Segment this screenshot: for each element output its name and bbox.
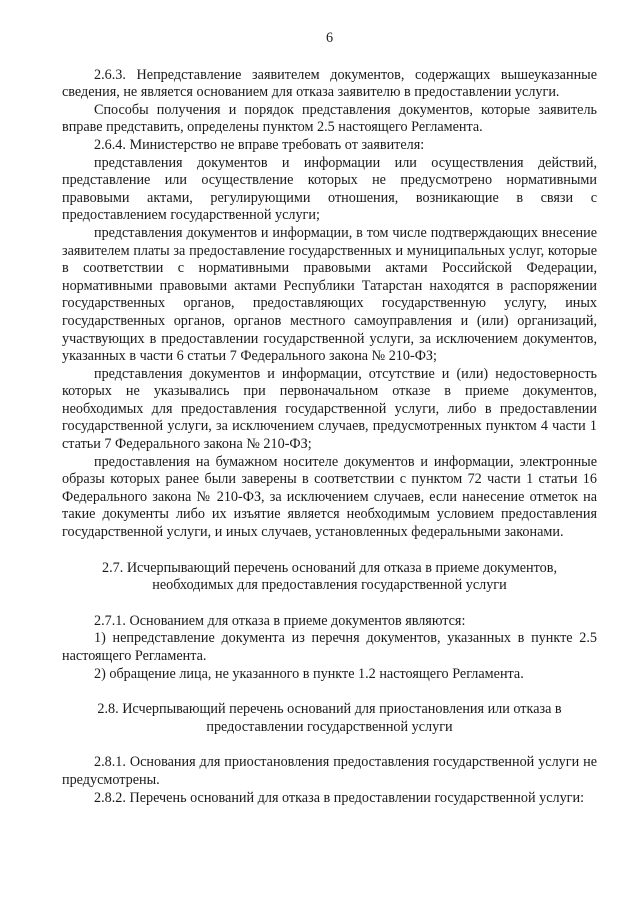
section-title-2-8: 2.8. Исчерпывающий перечень оснований для приостановления или отказа в предоставлении государственной услуги bbox=[97, 701, 562, 735]
paragraph-2-6-3: 2.6.3. Непредставление заявителем документов, содержащих вышеуказанные сведения, не является основанием для отказа заявителю в предоставлении услуги. bbox=[62, 66, 597, 101]
paragraph-2-8-1: 2.8.1. Основания для приостановления предоставления государственной услуги не предусмотрены. bbox=[62, 754, 597, 788]
paragraph-2-8-2: 2.8.2. Перечень оснований для отказа в предоставлении государственной услуги: bbox=[94, 789, 585, 806]
paragraph-requirement-paper-copies: предоставления на бумажном носителе документов и информации, электронные образы которых ранее были заверены в соответствии с пунктом 72 части 1 статьи 16 Федерального закона № 210-ФЗ, за исключением случаев, если нанесение отметок на такие документы либо их изъятие является необходимым условием предоставления государственной услуги, и иных случаев, установленных федеральными законами. bbox=[62, 453, 597, 541]
document-page bbox=[62, 30, 597, 807]
paragraph-2-7-1-item-2: 2) обращение лица, не указанного в пункте 1.2 настоящего Регламента. bbox=[94, 665, 524, 682]
paragraph-requirement-documents-in-possession: представления документов и информации, в том числе подтверждающих внесение заявителем платы за предоставление государственных и муниципальных услуг, которые в соответствии с нормативными правовыми актами Российской Федерации, нормативными правовыми актами Республики Татарстан находятся в распоряжении государственных органов, предоставляющих государственную услугу, иных государственных органов, органов местного самоуправления и (или) организаций, участвующих в предоставлении государственной услуги, за исключением документов, указанных в части 6 статьи 7 Федерального закона № 210-ФЗ; bbox=[62, 224, 597, 365]
paragraph-2-7-1-item-1: 1) непредставление документа из перечня документов, указанных в пункте 2.5 настоящего Регламента. bbox=[62, 630, 597, 664]
paragraph-document-submission-methods: Способы получения и порядок представления документов, которые заявитель вправе представить, определены пунктом 2.5 настоящего Регламента. bbox=[62, 101, 597, 136]
paragraph-requirement-unstated-defects: представления документов и информации, отсутствие и (или) недостоверность которых не указывались при первоначальном отказе в приеме документов, необходимых для предоставления государственной услуги, либо в предоставлении государственной услуги, за исключением случаев, предусмотренных пунктом 4 части 1 статьи 7 Федерального закона № 210-ФЗ; bbox=[62, 365, 597, 453]
paragraph-2-6-4: 2.6.4. Министерство не вправе требовать от заявителя: bbox=[94, 136, 425, 153]
page-number: 6 bbox=[325, 30, 334, 46]
paragraph-2-7-1: 2.7.1. Основанием для отказа в приеме документов являются: bbox=[94, 612, 466, 629]
paragraph-requirement-actions: представления документов и информации или осуществления действий, представление или осуществление которых не предусмотрено нормативными правовыми актами, регулирующими отношения, возникающие в связи с предоставлением государственной услуги; bbox=[62, 154, 597, 224]
section-title-2-7: 2.7. Исчерпывающий перечень оснований для отказа в приеме документов, необходимых для предоставления государственной услуги bbox=[101, 559, 557, 594]
